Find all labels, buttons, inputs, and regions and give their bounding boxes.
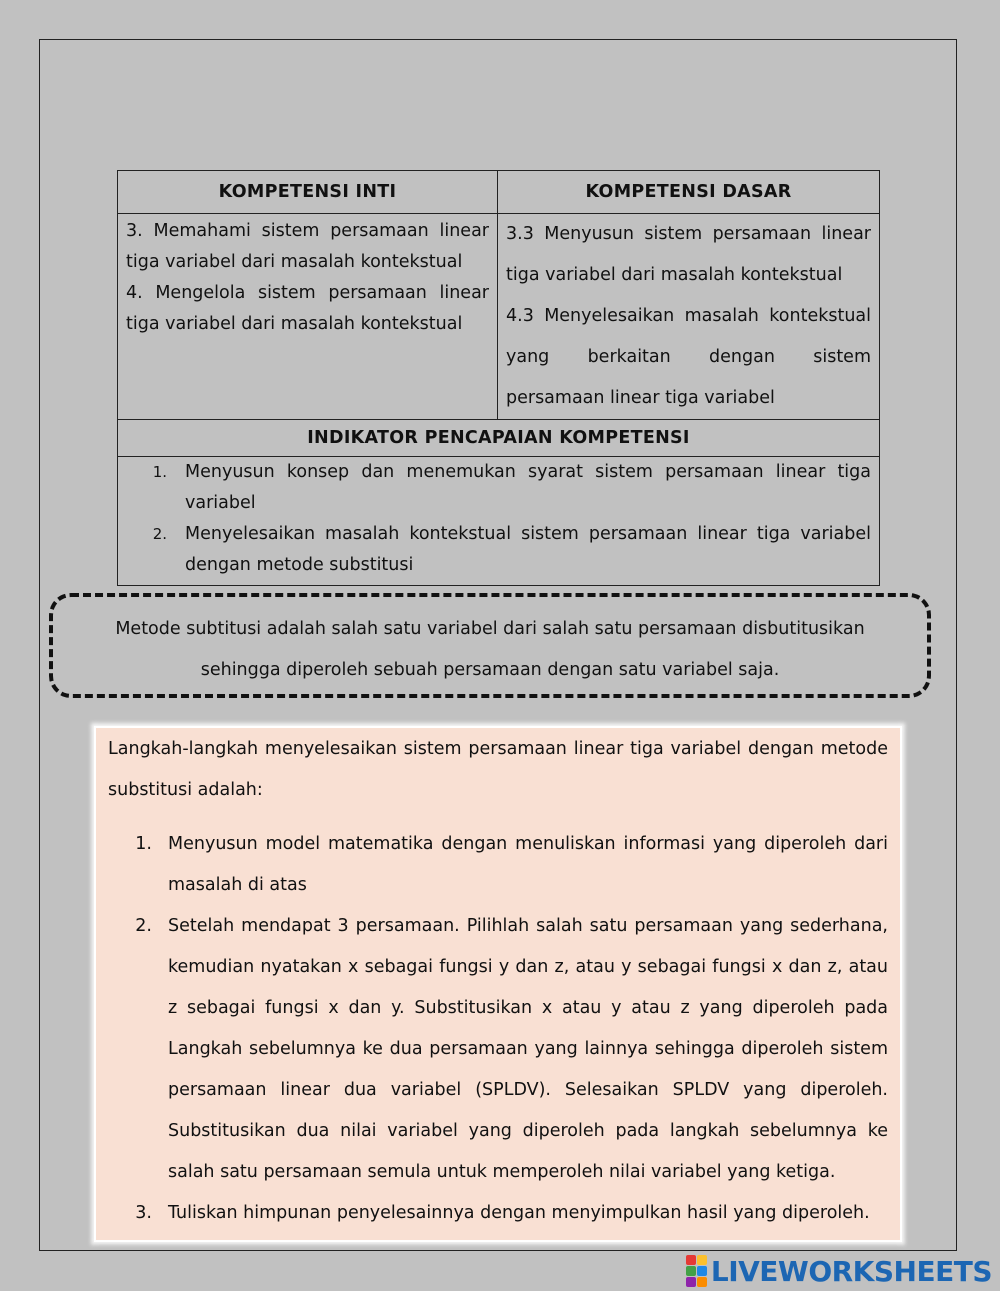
ki-item: 4. Mengelola sistem persamaan linear tiga variabel dari masalah kontekstual [126,283,489,334]
ki-item: 3. Memahami sistem persamaan linear tiga variabel dari masalah kontekstual [126,221,489,272]
definition-box [49,593,931,698]
definition-text: Metode subtitusi adalah salah satu variabel dari salah satu persamaan disbutitusikan sehingga diperoleh sebuah persamaan dengan satu variabel saja. [115,619,865,680]
indikator-text: Menyusun konsep dan menemukan syarat sistem persamaan linear tiga variabel [185,462,871,513]
step-item [108,906,888,1193]
kd-item: 4.3 Menyelesaikan masalah kontekstual yang berkaitan dengan sistem persamaan linear tiga variabel [506,306,871,408]
logo-tile [686,1255,696,1265]
logo-tile [697,1255,707,1265]
step-item [108,824,888,906]
step-text: Tuliskan himpunan penyelesainnya dengan menyimpulkan hasil yang diperoleh. [168,1203,870,1223]
steps-intro: Langkah-langkah menyelesaikan sistem persamaan linear tiga variabel dengan metode substitusi adalah: [108,739,888,800]
indikator-header: INDIKATOR PENCAPAIAN KOMPETENSI [118,420,880,457]
kompetensi-table [117,170,880,586]
step-number: 3. [135,1203,152,1223]
step-text: Setelah mendapat 3 persamaan. Pilihlah salah satu persamaan yang sederhana, kemudian nyatakan x sebagai fungsi y dan z, atau y sebagai fungsi x dan z, atau z sebagai fungsi x dan y. Substitusikan x atau y atau z yang diperoleh pada Langkah sebelumnya ke dua persamaan yang lainnya sehingga diperoleh sistem persamaan linear dua variabel (SPLDV). Selesaikan SPLDV yang diperoleh. Substitusikan dua nilai variabel yang diperoleh pada langkah sebelumnya ke salah satu persamaan semula untuk memperoleh nilai variabel yang ketiga. [168,916,888,1182]
steps-box [94,726,902,1242]
ki-cell [118,214,498,420]
indikator-text: Menyelesaikan masalah kontekstual sistem persamaan linear tiga variabel dengan metode substitusi [185,524,871,575]
step-text: Menyusun model matematika dengan menuliskan informasi yang diperoleh dari masalah di atas [168,834,888,895]
step-item [108,1193,888,1234]
liveworksheets-logo-text: LIVEWORKSHEETS [710,1254,992,1288]
logo-tile [686,1277,696,1287]
ki-header: KOMPETENSI INTI [118,171,498,214]
kd-item: 3.3 Menyusun sistem persamaan linear tiga variabel dari masalah kontekstual [506,224,871,285]
indikator-cell [118,457,880,586]
logo-tile [697,1277,707,1287]
step-number: 2. [135,916,152,936]
logo-tile [697,1266,707,1276]
indikator-number: 2. [152,525,167,543]
indikator-list [118,457,871,581]
kd-header: KOMPETENSI DASAR [498,171,880,214]
indikator-item [118,457,871,519]
indikator-item [118,519,871,581]
liveworksheets-logo-icon [686,1255,707,1287]
kd-cell [498,214,880,420]
logo-tile [686,1266,696,1276]
steps-list [108,824,888,1234]
indikator-number: 1. [152,463,167,481]
step-number: 1. [135,834,152,854]
liveworksheets-logo[interactable] [686,1255,992,1287]
